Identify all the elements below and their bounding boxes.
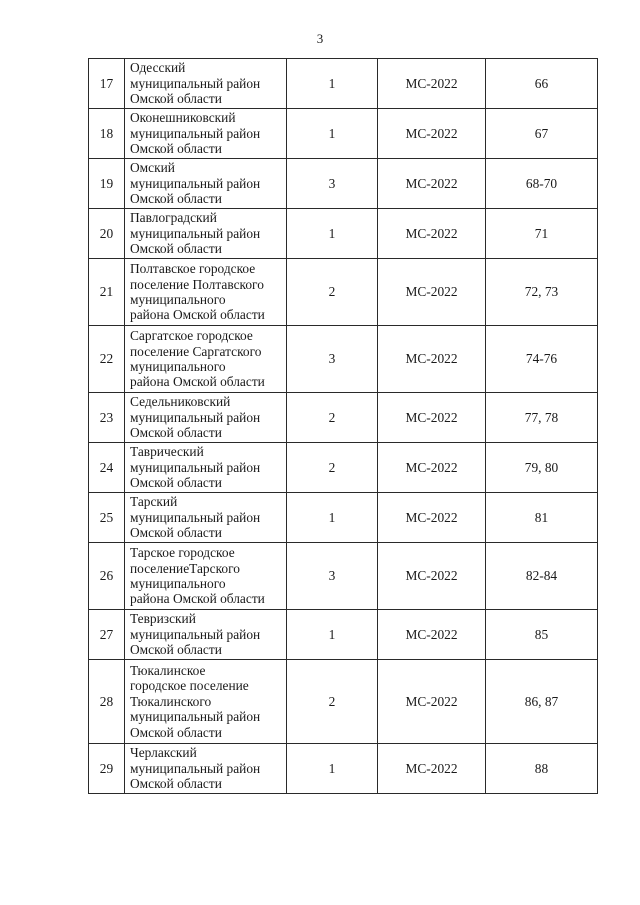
count-cell: 1 (287, 610, 378, 660)
count-cell: 2 (287, 660, 378, 744)
municipality-name-line: Оконешниковский (130, 110, 236, 126)
municipality-name-line: муниципальный район (130, 459, 261, 475)
pages-cell: 88 (486, 744, 598, 794)
code-cell: МС-2022 (378, 109, 486, 159)
municipality-name-line: Тевризский (130, 611, 196, 627)
code-cell: МС-2022 (378, 660, 486, 744)
municipality-name-line: Одесский (130, 60, 186, 76)
municipality-name-line: Тарский (130, 494, 178, 510)
table-row (89, 259, 598, 326)
row-number-cell: 20 (89, 209, 125, 259)
municipality-name-line: района Омской области (130, 591, 265, 607)
table-row (89, 443, 598, 493)
pages-cell: 74-76 (486, 326, 598, 393)
table-row (89, 543, 598, 610)
table-row (89, 610, 598, 660)
municipality-name-line: Омской области (130, 642, 222, 658)
municipality-name-line: муниципальный район (130, 409, 261, 425)
municipality-name-line: муниципального (130, 292, 226, 307)
row-number-cell: 23 (89, 393, 125, 443)
table-row (89, 393, 598, 443)
municipality-name-line: Тарское городское (130, 545, 235, 561)
municipality-name-line: Омской области (130, 425, 222, 441)
municipality-name-line: Омской области (130, 475, 222, 491)
code-cell: МС-2022 (378, 259, 486, 326)
pages-cell: 71 (486, 209, 598, 259)
municipality-name-line: поселение Саргатского (130, 343, 262, 359)
municipality-name-line: муниципального (130, 359, 226, 374)
municipality-name-cell (125, 109, 287, 159)
table-row (89, 744, 598, 794)
municipality-table (88, 58, 598, 794)
row-number-cell: 19 (89, 159, 125, 209)
municipality-name-line: муниципальный район (130, 125, 261, 141)
code-cell: МС-2022 (378, 159, 486, 209)
code-cell: МС-2022 (378, 493, 486, 543)
municipality-name-line: Тюкалинское (130, 662, 206, 678)
pages-cell: 86, 87 (486, 660, 598, 744)
municipality-name-cell (125, 443, 287, 493)
municipality-name-line: Полтавское городское (130, 261, 256, 277)
municipality-name-line: района Омской области (130, 307, 265, 323)
row-number-cell: 18 (89, 109, 125, 159)
municipality-name-line: Омской области (130, 525, 222, 541)
municipality-name-line: муниципальный район (130, 626, 261, 642)
municipality-name-line: Омской области (130, 241, 222, 257)
municipality-name-line: Омской области (130, 91, 222, 107)
municipality-name-line: Омской области (130, 141, 222, 157)
municipality-name-line: муниципального (130, 576, 226, 591)
count-cell: 3 (287, 326, 378, 393)
municipality-name-line: муниципальный район (130, 175, 261, 191)
code-cell: МС-2022 (378, 393, 486, 443)
code-cell: МС-2022 (378, 443, 486, 493)
pages-cell: 66 (486, 59, 598, 109)
count-cell: 1 (287, 744, 378, 794)
municipality-name-line: муниципальный район (130, 225, 261, 241)
municipality-name-line: Павлоградский (130, 210, 217, 226)
row-number-cell: 24 (89, 443, 125, 493)
table-row (89, 326, 598, 393)
municipality-name-cell (125, 660, 287, 744)
municipality-name-line: муниципальный район (130, 75, 261, 91)
code-cell: МС-2022 (378, 209, 486, 259)
code-cell: МС-2022 (378, 59, 486, 109)
pages-cell: 82-84 (486, 543, 598, 610)
row-number-cell: 25 (89, 493, 125, 543)
municipality-name-cell (125, 493, 287, 543)
pages-cell: 72, 73 (486, 259, 598, 326)
municipality-name-cell (125, 326, 287, 393)
pages-cell: 79, 80 (486, 443, 598, 493)
code-cell: МС-2022 (378, 744, 486, 794)
municipality-name-line: Таврический (130, 444, 204, 460)
municipality-name-line: Тюкалинского (130, 693, 212, 709)
municipality-name-line: Омской области (130, 191, 222, 207)
municipality-name-cell (125, 59, 287, 109)
municipality-name-line: Омской области (130, 776, 222, 792)
pages-cell: 81 (486, 493, 598, 543)
municipality-name-cell (125, 159, 287, 209)
count-cell: 3 (287, 159, 378, 209)
count-cell: 1 (287, 209, 378, 259)
page-number: 3 (316, 31, 324, 46)
row-number-cell: 17 (89, 59, 125, 109)
table-row (89, 493, 598, 543)
code-cell: МС-2022 (378, 326, 486, 393)
table-row (89, 159, 598, 209)
count-cell: 2 (287, 259, 378, 326)
municipality-name-line: Омский (130, 160, 175, 176)
municipality-name-cell (125, 610, 287, 660)
code-cell: МС-2022 (378, 610, 486, 660)
count-cell: 2 (287, 393, 378, 443)
municipality-name-line: муниципальный район (130, 760, 261, 776)
municipality-name-line: Седельниковский (130, 394, 231, 410)
municipality-name-line: района Омской области (130, 374, 265, 390)
pages-cell: 67 (486, 109, 598, 159)
count-cell: 3 (287, 543, 378, 610)
count-cell: 1 (287, 59, 378, 109)
row-number-cell: 27 (89, 610, 125, 660)
row-number-cell: 29 (89, 744, 125, 794)
municipality-name-cell (125, 209, 287, 259)
municipality-name-cell (125, 744, 287, 794)
row-number-cell: 28 (89, 660, 125, 744)
municipality-name-line: Саргатское городское (130, 328, 253, 344)
table-row (89, 109, 598, 159)
code-cell: МС-2022 (378, 543, 486, 610)
municipality-name-cell (125, 393, 287, 443)
municipality-name-line: муниципальный район (130, 509, 261, 525)
municipality-name-line: Черлакский (130, 745, 197, 761)
table-row (89, 59, 598, 109)
municipality-name-line: Омской области (130, 724, 222, 740)
count-cell: 1 (287, 109, 378, 159)
municipality-name-line: поселениеТарского (130, 560, 240, 576)
municipality-name-cell (125, 259, 287, 326)
table-body (89, 59, 598, 794)
pages-cell: 85 (486, 610, 598, 660)
count-cell: 1 (287, 493, 378, 543)
table-row (89, 660, 598, 744)
row-number-cell: 22 (89, 326, 125, 393)
pages-cell: 77, 78 (486, 393, 598, 443)
municipality-name-line: городское поселение (130, 678, 249, 694)
pages-cell: 68-70 (486, 159, 598, 209)
municipality-name-line: муниципальный район (130, 709, 261, 725)
municipality-name-line: поселение Полтавского (130, 276, 264, 292)
table-row (89, 209, 598, 259)
row-number-cell: 26 (89, 543, 125, 610)
row-number-cell: 21 (89, 259, 125, 326)
municipality-name-cell (125, 543, 287, 610)
count-cell: 2 (287, 443, 378, 493)
